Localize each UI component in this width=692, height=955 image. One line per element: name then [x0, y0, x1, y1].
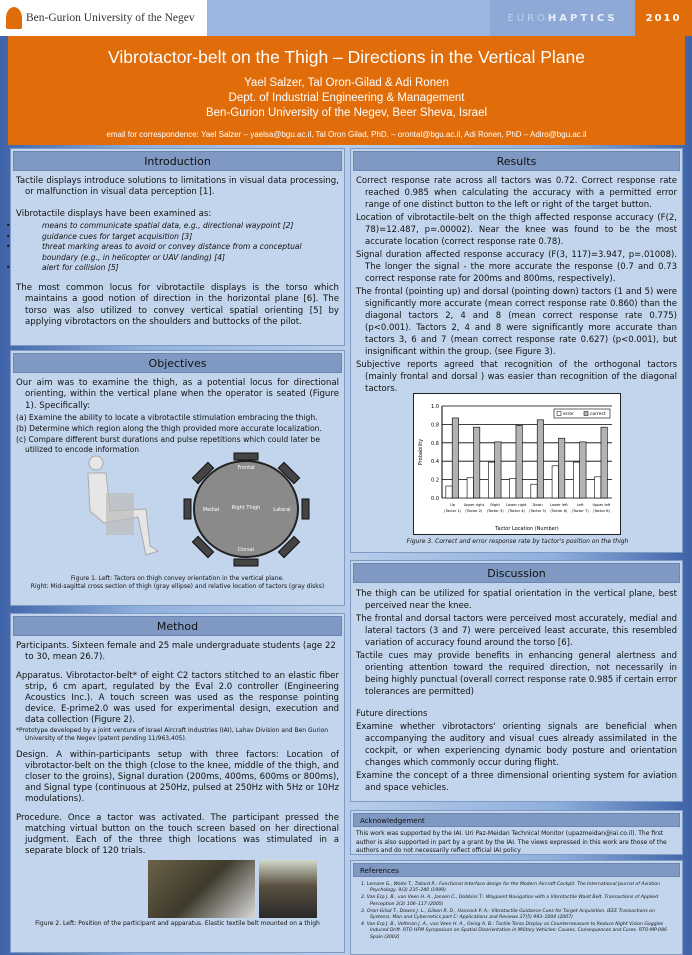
- result-item: The frontal (pointing up) and dorsal (pointing down) tactors (1 and 5) were significantly more accurate (mean correct response rate 0.860) than the diagonal tactors 2, 4 and 8 (mean correct response rate 0.775) (p<0.001). Tactors 2, 4 and 8 were significantly more accurate than tactors 3, 6 and 7 (mean correct response rate 0.627) (p<0.001), but insignificant within the group. (see Figure 3).: [356, 287, 677, 357]
- bar-error: [531, 484, 537, 498]
- affiliation: Ben-Gurion University of the Negev, Beer Sheva, Israel: [205, 107, 488, 119]
- list-item: • threat marking areas to avoid or convey distance from a conceptual boundary (e.g., in helicopter or UAV landing) [4]: [24, 242, 339, 263]
- x-tick-label: Left: [576, 503, 584, 507]
- y-tick-label: 0.4: [431, 459, 439, 466]
- objective-item: (a) Examine the ability to locate a vibrotactile stimulation embracing the thigh.: [16, 413, 318, 423]
- x-tick-label: (Tactor 7): [571, 509, 589, 513]
- label-lateral: Lateral: [273, 507, 291, 513]
- poster-title: Vibrotactor-belt on the Thigh – Directions in the Vertical Plane: [108, 47, 585, 67]
- y-tick-label: 0.0: [431, 496, 439, 502]
- conference-badge: [490, 0, 635, 36]
- list-item: • alert for collision [5]: [24, 263, 339, 274]
- figure-3-caption: Figure 3. Correct and error response rate by tactor's position on the thigh: [406, 538, 629, 545]
- reference-item: 3. Oron-Gilad T., Downs J. L., Gilson R. D., Hancock P. A.: Vibrotactile Guidance Cues for Target Acquisition. IEEE Transactions on Systems, Man and Cybernetics part C: Applications and Reviews 37(5) 993–1004 (2007): [361, 908, 655, 921]
- x-tick-label: Upper right: [463, 503, 485, 507]
- university-logo: [0, 0, 207, 36]
- bar-correct: [558, 438, 564, 498]
- method-design: Design. A within-participants setup with three factors: Location of vibrotactor-belt on the thigh (close to the knee, middle of the thigh, and closer to the groins), Signal duration (200ms, 400ms, 600ms or 800ms), and Signal type (continuous at 250Hz, pulsed at 250Hz with 5Hz or 10Hz modulations).: [16, 750, 339, 804]
- y-tick-label: 0.2: [431, 477, 439, 484]
- tactor-3: [302, 499, 309, 519]
- department: Dept. of Industrial Engineering & Management: [228, 92, 465, 104]
- y-tick-label: 1.0: [431, 404, 439, 410]
- section-heading: Discussion: [353, 563, 680, 583]
- participant-photo: [148, 860, 255, 918]
- x-tick-label: Lower right: [506, 503, 527, 507]
- references-panel: [350, 860, 683, 955]
- acknowledgement-panel: [350, 810, 683, 855]
- label-frontal: Frontal: [237, 465, 255, 471]
- y-tick-label: 0.6: [431, 440, 439, 447]
- bar-error: [595, 477, 601, 498]
- result-item: Subjective reports agreed that recognition of the orthogonal tactors (mainly frontal and dorsal ) was easier than recognition of the diagonal tactors.: [356, 360, 677, 394]
- caption-line: Right: Mid-sagittal cross section of thigh (gray ellipse) and relative location of tactors (gray disks): [30, 582, 325, 590]
- conference-year: 2010: [635, 0, 692, 36]
- section-heading: Results: [353, 151, 680, 171]
- label-medial: Medial: [202, 507, 220, 513]
- caption-line: Figure 1. Left: Tactors on thigh convey orientation in the vertical plane.: [70, 575, 285, 582]
- conference-prefix: EURO: [507, 12, 548, 24]
- reference-item: 2. Van Erp J. B., van Veen H. A., Jansen C., Dobbins T.: Waypoint Navigation with a Vibrotactile Waist Belt. Transactions of Applied Perception 2(2) 106–117 (2005): [361, 895, 659, 907]
- authors: Yael Salzer, Tal Oron-Gilad & Adi Ronen: [244, 77, 449, 89]
- discussion-item: The thigh can be utilized for spatial orientation in the vertical plane, best perceived near the knee.: [356, 589, 677, 611]
- y-tick-label: 0.8: [431, 422, 439, 429]
- result-item: Correct response rate across all tactors was 0.72. Correct response rate reached 0.985 when calculating the accuracy with a permitted error range of one distinct button to the left or right of the target button.: [356, 176, 677, 210]
- list-item: • means to communicate spatial data, e.g., directional waypoint [2]: [24, 221, 339, 232]
- label-dorsal: Dorsal: [237, 547, 255, 553]
- future-directions-heading: Future directions: [356, 709, 428, 719]
- logo-text: Ben-Gurion University of the Negev: [26, 12, 195, 24]
- method-participants: Participants. Sixteen female and 25 male undergraduate students (age 22 to 30, mean 26.7).: [16, 641, 336, 662]
- x-tick-label: Down: [532, 503, 543, 507]
- x-tick-label: Lower left: [550, 503, 568, 507]
- bar-correct: [601, 427, 607, 498]
- x-tick-label: (Tactor 3): [486, 509, 504, 513]
- section-heading: Method: [13, 616, 342, 636]
- thigh-cross-section: [184, 453, 309, 566]
- discussion-item: Tactile cues may provide benefits in enhancing general alertness and orienting attention toward the required direction, not necessarily in being highly punctual (overall correct response rate 0.985 if certain error tolerances are permitted): [356, 651, 677, 697]
- x-axis-label: Tactor Location (Number): [495, 526, 559, 532]
- section-heading: Objectives: [13, 353, 342, 373]
- legend-swatch: [584, 412, 588, 416]
- objective-item: (b) Determine which region along the thigh provided more accurate localization.: [16, 424, 322, 434]
- x-tick-label: (Tactor 5): [529, 509, 547, 513]
- tactor-7: [184, 499, 191, 519]
- figure-2-caption: Figure 2. Left: Position of the participant and apparatus. Elastic textile belt mounted on a thigh: [35, 920, 320, 927]
- x-tick-label: Right: [490, 503, 500, 507]
- discussion-item: The frontal and dorsal tactors were perceived most accurately, medial and lateral tactors (3 and 7) were perceived least accurate, this resembled variation of accuracy found around the torso [6].: [356, 614, 677, 648]
- flame-icon: [6, 7, 22, 29]
- reference-item: 1. Lemare G., Waite T., Tallard R.: Functional Interface design for the Modern Aircraft Cockpit. The International Journal of Aviation Psychology. 9(3) 235–240 (1999): [361, 882, 661, 894]
- section-heading: Acknowledgement: [353, 813, 680, 827]
- reference-item: 4. Van Erp J. B., Veltman J. A., van Veen H. A., Oving A. B.: Tactile Torso Display as Countermeasure to Reduce Night Vision Goggles Induced Drift. RTO HFM Symposium on Spatial Disorientation in Military Vehicles: Causes, Consequences and Cures. RTO-MP-086 Spain (2002): [361, 922, 667, 940]
- section-heading: Introduction: [13, 151, 342, 171]
- intro-paragraph: Tactile displays introduce solutions to limitations in visual data processing, or malfunction in visual data perception [1].: [16, 176, 339, 198]
- legend-label: correct: [590, 412, 606, 418]
- result-item: Location of vibrotactile-belt on the thigh affected response accuracy (F(2, 78)=12.487, p=.00002). Near the knee was found to be the most accurate location (correct response rate 0.78).: [356, 213, 677, 247]
- x-tick-label: (Tactor 6): [550, 509, 568, 513]
- bar-error: [552, 466, 558, 498]
- introduction-panel: [10, 148, 345, 346]
- x-tick-label: (Tactor 4): [507, 509, 525, 513]
- figure-1-caption: [16, 575, 339, 590]
- x-tick-label: Upper left: [592, 503, 611, 507]
- bar-correct: [473, 427, 479, 498]
- objective-item: (c) Compare different burst durations and pulse repetitions which could later be utilized to encode information: [16, 435, 321, 455]
- bar-error: [573, 462, 579, 498]
- result-item: Signal duration affected response accuracy (F(3, 117)=3.947, p=.01008). The longer the signal - the more accurate the response (0.7 and 0.73 correct response rate for 200ms and 800ms, respectively).: [356, 250, 677, 284]
- bar-correct: [516, 425, 522, 498]
- y-axis-label: Probability: [418, 438, 424, 466]
- objectives-panel: [10, 350, 345, 606]
- list-item: • guidance cues for target acquisition [3]: [24, 232, 339, 243]
- discussion-panel: [350, 560, 683, 802]
- seated-figure-illustration: [88, 456, 158, 555]
- method-procedure: Procedure. Once a tactor was activated. The participant pressed the matching virtual button on the touch screen based on her directional judgment. Each of the three thigh locations was stimulated in a separate block of 120 trials.: [16, 813, 339, 856]
- section-heading: References: [353, 863, 680, 877]
- future-item: Examine whether vibrotactors' orienting signals are beneficial when accompanying the auditory and visual cues already assimilated in the cockpit, or when experiencing dynamic body posture and orientation changes which commonly occur during flight.: [356, 722, 677, 768]
- figure-3-chart: [413, 393, 621, 535]
- bar-error: [446, 486, 452, 498]
- tactor-5: [234, 559, 258, 566]
- conference-suffix: HAPTICS: [547, 12, 618, 24]
- intro-paragraph: The most common locus for vibrotactile displays is the torso which maintains a good notion of direction in the horizontal plane [6]. The torso was also utilized to convey vertical spatial orienting [5] by applying vibrotactors on the shoulders and buttocks of the pilot.: [16, 282, 339, 327]
- legend-label: error: [563, 412, 574, 418]
- future-item: Examine the concept of a three dimensional orienting system for aviation and space vehicles.: [356, 771, 677, 793]
- bar-correct: [537, 420, 543, 498]
- tactor-1: [234, 453, 258, 460]
- legend-swatch: [557, 412, 561, 416]
- figure-1: [66, 451, 326, 571]
- x-tick-label: Up: [450, 503, 456, 507]
- intro-paragraph: Vibrotactile displays have been examined as:: [16, 208, 212, 219]
- bar-correct: [580, 442, 586, 498]
- acknowledgement-text: This work was supported by the IAI. Uri Paz-Meidan Technical Monitor (upazmeidan@iai.co.il). The first author is also supported in part by a grant by the IAI. The views expressed in this work are those of the authors and do not necessarily reflect official IAI policy: [356, 830, 667, 854]
- touch-screen-photo: [259, 860, 317, 918]
- figure-2-photos: [16, 860, 339, 918]
- x-tick-label: (Tactor 2): [465, 509, 483, 513]
- bar-error: [510, 479, 516, 498]
- correspondence-email: email for correspondence: Yael Salzer – yaelsa@bgu.ac.il, Tal Oron Gilad, PhD. – orontal@bgu.ac.il, Adi Ronen, PhD – Adiro@bgu.ac.il: [106, 130, 587, 139]
- results-panel: [350, 148, 683, 553]
- bar-error: [467, 478, 473, 498]
- title-banner: [8, 36, 685, 145]
- objectives-paragraph: Our aim was to examine the thigh, as a potential locus for directional orienting, within the vertical plane when the operator is seated (Figure 1). Specifically:: [16, 378, 339, 411]
- bar-correct: [452, 418, 458, 498]
- intro-list: [16, 221, 339, 274]
- x-tick-label: (Tactor 8): [592, 509, 610, 513]
- method-apparatus: Apparatus. Vibrotactor-belt* of eight C2 tactors stitched to an elastic fiber strip, 6 cm apart, regulated by the Eval 2.0 controller (Engineering Acoustics Inc.). A touch screen was used as the response pointing device. E-prime2.0 was used for experimental design, execution and data collection (Figure 2).: [16, 671, 339, 725]
- method-panel: [10, 613, 345, 953]
- bar-error: [488, 462, 494, 498]
- label-center: Right Thigh: [231, 505, 261, 511]
- method-footnote: *Prototype developed by a joint venture of Israel Aircraft Industries (IAI), Lahav Division and Ben Gurion University of the Negev (patent pending 11/963,405).: [16, 727, 329, 742]
- bar-correct: [495, 442, 501, 498]
- x-tick-label: (Tactor 1): [444, 509, 462, 513]
